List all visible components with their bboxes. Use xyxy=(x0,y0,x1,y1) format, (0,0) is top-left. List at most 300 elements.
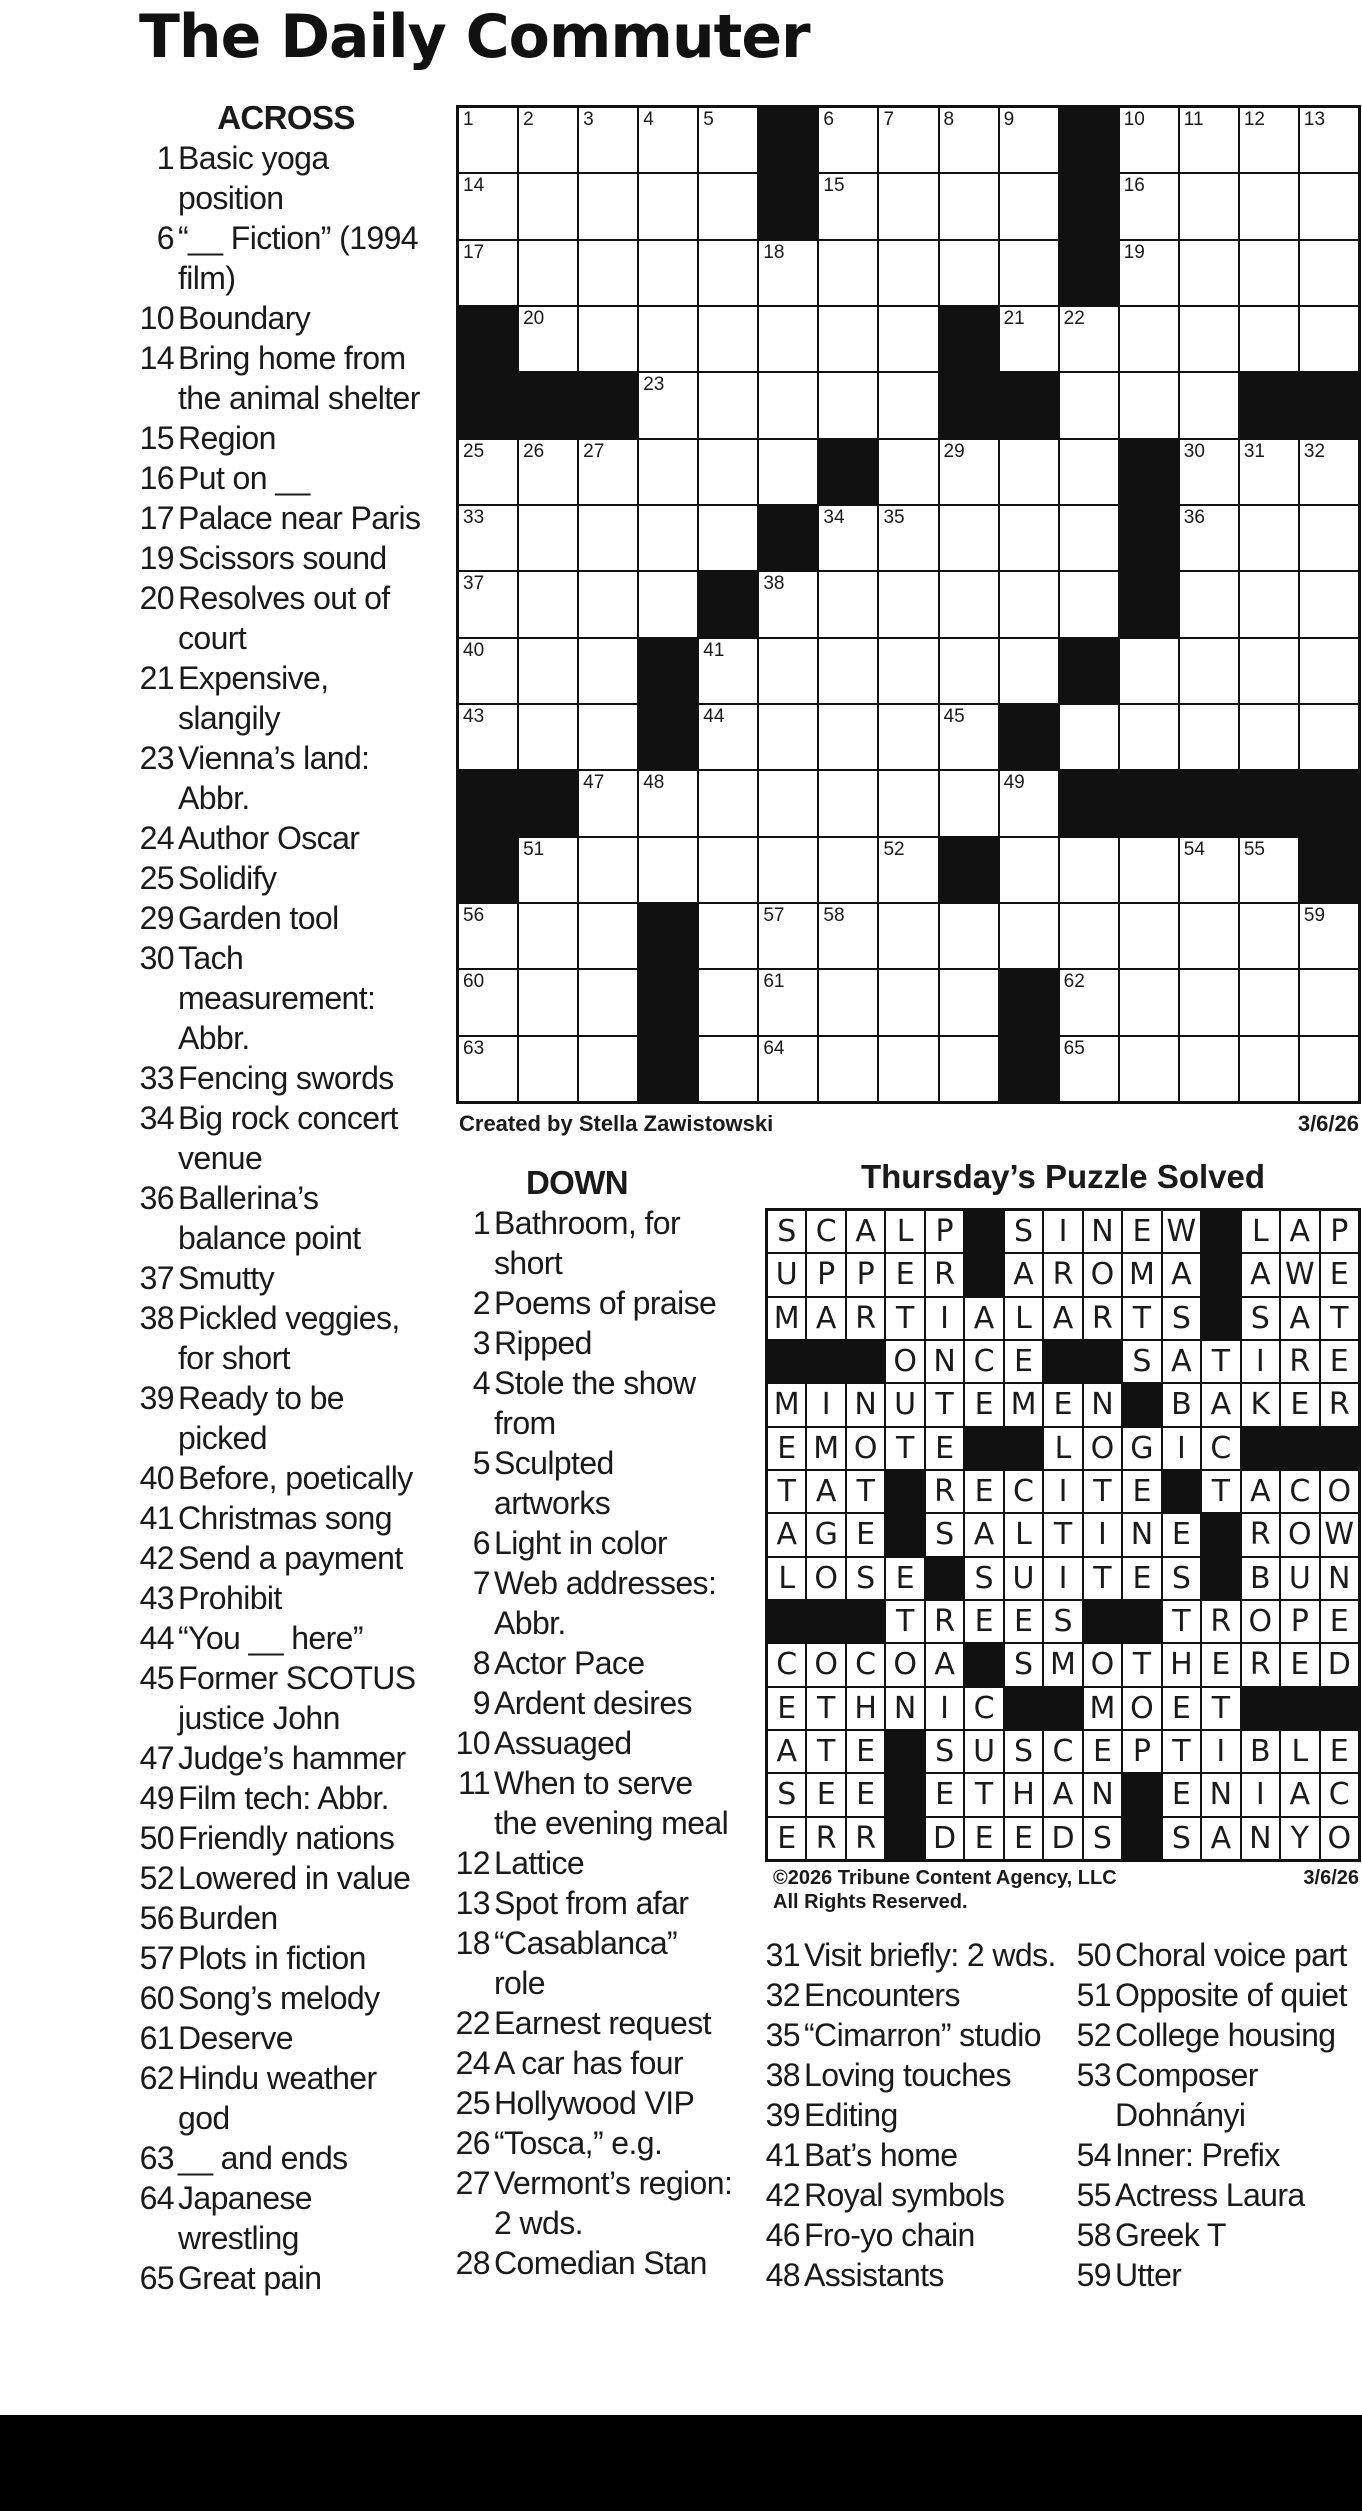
clue-line xyxy=(136,1218,436,1258)
clue-line xyxy=(136,218,436,258)
grid-cell[interactable] xyxy=(1240,174,1298,238)
grid-cell[interactable] xyxy=(1300,572,1358,636)
black-square xyxy=(699,572,757,636)
clue-number: 62 xyxy=(139,2060,174,2096)
solution-letter: I xyxy=(1084,1514,1121,1555)
grid-cell[interactable] xyxy=(940,241,998,305)
solution-letter: B xyxy=(1242,1731,1279,1772)
cell-number: 3 xyxy=(583,109,594,130)
clue-text: Palace near Paris xyxy=(178,500,421,536)
clue-text: Web addresses: xyxy=(494,1565,717,1601)
solution-letter: O xyxy=(886,1644,923,1685)
clue-number: 1 xyxy=(156,140,174,176)
grid-cell[interactable] xyxy=(1060,506,1118,570)
grid-cell[interactable] xyxy=(1000,108,1058,172)
solution-letter: S xyxy=(1163,1298,1200,1339)
grid-cell[interactable] xyxy=(519,904,577,968)
grid-cell[interactable] xyxy=(759,904,817,968)
solution-black-square xyxy=(965,1254,1002,1295)
grid-cell[interactable] xyxy=(819,373,877,437)
grid-cell[interactable] xyxy=(759,639,817,703)
grid-cell[interactable] xyxy=(1240,1037,1298,1101)
grid-cell[interactable] xyxy=(1060,373,1118,437)
grid-cell[interactable] xyxy=(1240,639,1298,703)
grid-cell[interactable] xyxy=(759,970,817,1034)
grid-cell[interactable] xyxy=(579,771,637,835)
grid-cell[interactable] xyxy=(459,108,517,172)
clue-text: Friendly nations xyxy=(178,1820,395,1856)
clue-number: 10 xyxy=(139,300,174,336)
solution-letter: C xyxy=(807,1211,844,1252)
grid-cell[interactable] xyxy=(1240,970,1298,1034)
grid-cell[interactable] xyxy=(579,174,637,238)
grid-cell[interactable] xyxy=(759,838,817,902)
grid-cell[interactable] xyxy=(819,572,877,636)
clue-line xyxy=(136,1178,436,1218)
grid-cell[interactable] xyxy=(579,838,637,902)
grid-cell[interactable] xyxy=(459,506,517,570)
grid-cell[interactable] xyxy=(819,307,877,371)
grid-cell[interactable] xyxy=(1240,241,1298,305)
solution-letter: M xyxy=(807,1428,844,1469)
solution-black-square xyxy=(1084,1601,1121,1642)
grid-cell[interactable] xyxy=(1300,506,1358,570)
grid-cell[interactable] xyxy=(1000,506,1058,570)
grid-cell[interactable] xyxy=(1120,838,1178,902)
grid-cell[interactable] xyxy=(879,572,937,636)
solution-letter: R xyxy=(1281,1341,1318,1382)
grid-cell[interactable] xyxy=(699,440,757,504)
grid-cell[interactable] xyxy=(759,440,817,504)
grid-cell[interactable] xyxy=(1240,108,1298,172)
clue-number: 15 xyxy=(139,420,174,456)
solution-letter: S xyxy=(1163,1558,1200,1599)
grid-cell[interactable] xyxy=(879,241,937,305)
grid-cell[interactable] xyxy=(639,771,697,835)
clue-text: Before, poetically xyxy=(178,1460,413,1496)
solution-black-square xyxy=(1123,1601,1160,1642)
clue-number: 11 xyxy=(457,1765,490,1801)
grid-cell[interactable] xyxy=(879,771,937,835)
grid-cell[interactable] xyxy=(519,307,577,371)
solution-letter: E xyxy=(1005,1818,1042,1859)
grid-cell[interactable] xyxy=(1060,705,1118,769)
grid-cell[interactable] xyxy=(459,639,517,703)
grid-cell[interactable] xyxy=(819,705,877,769)
grid-cell[interactable] xyxy=(1300,970,1358,1034)
grid-cell[interactable] xyxy=(759,1037,817,1101)
grid-cell[interactable] xyxy=(1000,904,1058,968)
grid-cell[interactable] xyxy=(1120,904,1178,968)
grid-cell[interactable] xyxy=(1180,307,1238,371)
clue-number: 50 xyxy=(1076,1937,1111,1973)
grid-cell[interactable] xyxy=(940,639,998,703)
clue-text: Sculpted xyxy=(494,1445,614,1481)
grid-cell[interactable] xyxy=(1180,904,1238,968)
grid-cell[interactable] xyxy=(1300,108,1358,172)
grid-cell[interactable] xyxy=(1060,572,1118,636)
grid-cell[interactable] xyxy=(699,241,757,305)
grid-cell[interactable] xyxy=(1240,838,1298,902)
clue-line xyxy=(1073,2175,1362,2215)
black-square xyxy=(1180,771,1238,835)
clue-text: Abbr. xyxy=(178,1020,250,1056)
grid-cell[interactable] xyxy=(459,241,517,305)
grid-cell[interactable] xyxy=(459,174,517,238)
clue-line xyxy=(136,2098,436,2138)
solution-letter: S xyxy=(1084,1818,1121,1859)
grid-cell[interactable] xyxy=(1180,705,1238,769)
grid-cell[interactable] xyxy=(639,838,697,902)
cell-number: 22 xyxy=(1063,308,1085,329)
grid-cell[interactable] xyxy=(1240,506,1298,570)
grid-cell[interactable] xyxy=(699,904,757,968)
grid-cell[interactable] xyxy=(1300,705,1358,769)
solution-letter: E xyxy=(886,1254,923,1295)
grid-cell[interactable] xyxy=(579,639,637,703)
grid-cell[interactable] xyxy=(940,771,998,835)
grid-cell[interactable] xyxy=(1300,174,1358,238)
grid-cell[interactable] xyxy=(639,572,697,636)
grid-cell[interactable] xyxy=(1180,174,1238,238)
grid-cell[interactable] xyxy=(819,108,877,172)
solution-letter: R xyxy=(926,1254,963,1295)
solution-letter: M xyxy=(768,1384,805,1425)
grid-cell[interactable] xyxy=(759,705,817,769)
grid-cell[interactable] xyxy=(639,108,697,172)
grid-cell[interactable] xyxy=(639,174,697,238)
clue-line xyxy=(762,2015,1062,2055)
clue-text: Resolves out of xyxy=(178,580,390,616)
grid-cell[interactable] xyxy=(1060,838,1118,902)
down-header: DOWN xyxy=(525,1164,629,1201)
grid-cell[interactable] xyxy=(879,174,937,238)
black-square xyxy=(759,174,817,238)
grid-cell[interactable] xyxy=(819,970,877,1034)
solution-letter: R xyxy=(926,1471,963,1512)
grid-cell[interactable] xyxy=(879,970,937,1034)
grid-cell[interactable] xyxy=(1000,241,1058,305)
cell-number: 38 xyxy=(763,573,785,595)
grid-cell[interactable] xyxy=(699,307,757,371)
grid-cell[interactable] xyxy=(879,440,937,504)
black-square xyxy=(639,970,697,1034)
grid-cell[interactable] xyxy=(459,904,517,968)
grid-cell[interactable] xyxy=(819,639,877,703)
grid-cell[interactable] xyxy=(1000,174,1058,238)
solution-letter: I xyxy=(926,1298,963,1339)
grid-cell[interactable] xyxy=(699,639,757,703)
grid-cell[interactable] xyxy=(579,307,637,371)
clue-text: Stole the show xyxy=(494,1365,696,1401)
black-square xyxy=(459,838,517,902)
clue-line xyxy=(136,1378,436,1418)
grid-cell[interactable] xyxy=(1000,639,1058,703)
black-square xyxy=(639,904,697,968)
clue-line xyxy=(136,698,436,738)
grid-cell[interactable] xyxy=(1060,307,1118,371)
clue-text: Author Oscar xyxy=(178,820,360,856)
clue-text: Hollywood VIP xyxy=(494,2085,695,2121)
clue-line xyxy=(452,1283,742,1323)
clue-line xyxy=(452,1963,742,2003)
clue-line xyxy=(136,338,436,378)
grid-cell[interactable] xyxy=(579,506,637,570)
grid-cell[interactable] xyxy=(1060,440,1118,504)
grid-cell[interactable] xyxy=(639,373,697,437)
grid-cell[interactable] xyxy=(459,572,517,636)
grid-cell[interactable] xyxy=(579,970,637,1034)
grid-cell[interactable] xyxy=(699,1037,757,1101)
grid-cell[interactable] xyxy=(879,108,937,172)
grid-cell[interactable] xyxy=(940,705,998,769)
solution-letter: A xyxy=(768,1731,805,1772)
grid-cell[interactable] xyxy=(940,572,998,636)
grid-cell[interactable] xyxy=(1000,572,1058,636)
across-clues xyxy=(136,98,436,2298)
black-square xyxy=(639,1037,697,1101)
puzzle-credit: Created by Stella Zawistowski xyxy=(459,1111,774,1136)
grid-cell[interactable] xyxy=(1180,440,1238,504)
grid-cell[interactable] xyxy=(940,108,998,172)
solution-letter: I xyxy=(1044,1558,1081,1599)
clue-text: Lowered in value xyxy=(178,1860,411,1896)
grid-cell[interactable] xyxy=(459,970,517,1034)
grid-cell[interactable] xyxy=(519,241,577,305)
grid-cell[interactable] xyxy=(1180,241,1238,305)
grid-cell[interactable] xyxy=(759,373,817,437)
solution-black-square xyxy=(1242,1688,1279,1729)
clue-text: Greek T xyxy=(1115,2217,1226,2253)
grid-cell[interactable] xyxy=(1180,572,1238,636)
grid-cell[interactable] xyxy=(519,572,577,636)
clue-text: Basic yoga xyxy=(178,140,329,176)
clue-text: the evening meal xyxy=(494,1805,729,1841)
grid-cell[interactable] xyxy=(519,705,577,769)
clue-text: Actor Pace xyxy=(494,1645,645,1681)
grid-cell[interactable] xyxy=(1300,1037,1358,1101)
solution-letter: A xyxy=(807,1471,844,1512)
grid-cell[interactable] xyxy=(879,307,937,371)
grid-cell[interactable] xyxy=(1060,1037,1118,1101)
grid-cell[interactable] xyxy=(1120,970,1178,1034)
grid-cell[interactable] xyxy=(879,639,937,703)
grid-cell[interactable] xyxy=(699,174,757,238)
grid-cell[interactable] xyxy=(1060,970,1118,1034)
grid-cell[interactable] xyxy=(699,771,757,835)
clue-text: Put on __ xyxy=(178,460,310,496)
grid-cell[interactable] xyxy=(519,1037,577,1101)
solution-black-square xyxy=(1321,1688,1358,1729)
black-square xyxy=(1120,440,1178,504)
grid-cell[interactable] xyxy=(459,440,517,504)
solution-letter: A xyxy=(1005,1254,1042,1295)
grid-cell[interactable] xyxy=(1120,373,1178,437)
solution-letter: M xyxy=(1005,1384,1042,1425)
grid-cell[interactable] xyxy=(699,970,757,1034)
grid-cell[interactable] xyxy=(519,506,577,570)
grid-cell[interactable] xyxy=(639,241,697,305)
solution-letter: A xyxy=(926,1644,963,1685)
cell-number: 18 xyxy=(763,241,785,263)
grid-cell[interactable] xyxy=(1300,307,1358,371)
solution-letter: H xyxy=(1005,1774,1042,1815)
grid-cell[interactable] xyxy=(639,440,697,504)
solution-letter: B xyxy=(1163,1384,1200,1425)
black-square xyxy=(940,307,998,371)
grid-cell[interactable] xyxy=(1180,639,1238,703)
solution-letter: A xyxy=(1163,1254,1200,1295)
grid-cell[interactable] xyxy=(759,241,817,305)
clue-text: Fencing swords xyxy=(178,1060,394,1096)
grid-cell[interactable] xyxy=(1120,1037,1178,1101)
grid-cell[interactable] xyxy=(879,506,937,570)
grid-cell[interactable] xyxy=(1000,307,1058,371)
grid-cell[interactable] xyxy=(579,241,637,305)
solution-letter: E xyxy=(1123,1211,1160,1252)
clue-line xyxy=(136,1658,436,1698)
grid-cell[interactable] xyxy=(519,440,577,504)
grid-cell[interactable] xyxy=(819,1037,877,1101)
clue-text: Fro-yo chain xyxy=(804,2217,975,2253)
grid-cell[interactable] xyxy=(519,108,577,172)
grid-cell[interactable] xyxy=(819,771,877,835)
grid-cell[interactable] xyxy=(639,307,697,371)
grid-cell[interactable] xyxy=(1240,705,1298,769)
solution-letter: T xyxy=(1163,1601,1200,1642)
grid-cell[interactable] xyxy=(819,506,877,570)
grid-cell[interactable] xyxy=(579,1037,637,1101)
grid-cell[interactable] xyxy=(819,838,877,902)
grid-cell[interactable] xyxy=(579,904,637,968)
grid-cell[interactable] xyxy=(1180,506,1238,570)
solution-letter: M xyxy=(1123,1254,1160,1295)
grid-cell[interactable] xyxy=(1000,771,1058,835)
grid-cell[interactable] xyxy=(759,572,817,636)
grid-cell[interactable] xyxy=(1120,639,1178,703)
grid-cell[interactable] xyxy=(879,838,937,902)
grid-cell[interactable] xyxy=(459,1037,517,1101)
grid-cell[interactable] xyxy=(519,639,577,703)
grid-cell[interactable] xyxy=(940,904,998,968)
grid-cell[interactable] xyxy=(519,838,577,902)
clue-text: Bat’s home xyxy=(804,2137,958,2173)
solution-letter: R xyxy=(1242,1644,1279,1685)
grid-cell[interactable] xyxy=(1180,1037,1238,1101)
cell-number: 20 xyxy=(523,308,545,329)
solution-letter: S xyxy=(926,1731,963,1772)
grid-cell[interactable] xyxy=(819,241,877,305)
grid-cell[interactable] xyxy=(459,705,517,769)
clue-line xyxy=(136,1578,436,1618)
grid-cell[interactable] xyxy=(1120,174,1178,238)
grid-cell[interactable] xyxy=(1120,241,1178,305)
solution-letter: N xyxy=(926,1341,963,1382)
solution-letter: A xyxy=(1202,1384,1239,1425)
grid-cell[interactable] xyxy=(1000,440,1058,504)
grid-cell[interactable] xyxy=(940,506,998,570)
grid-cell[interactable] xyxy=(1300,440,1358,504)
clue-line xyxy=(136,618,436,658)
grid-cell[interactable] xyxy=(519,174,577,238)
grid-cell[interactable] xyxy=(759,771,817,835)
grid-cell[interactable] xyxy=(879,1037,937,1101)
grid-cell[interactable] xyxy=(1240,904,1298,968)
down-clues-continued xyxy=(762,1935,1062,2295)
grid-cell[interactable] xyxy=(1120,705,1178,769)
clue-number: 22 xyxy=(455,2005,490,2041)
clue-number: 31 xyxy=(765,1937,800,1973)
grid-cell[interactable] xyxy=(1180,373,1238,437)
grid-cell[interactable] xyxy=(759,307,817,371)
clue-number: 21 xyxy=(139,660,174,696)
clue-text: role xyxy=(494,1965,545,2001)
grid-cell[interactable] xyxy=(699,108,757,172)
clue-line xyxy=(452,1403,742,1443)
grid-cell[interactable] xyxy=(940,1037,998,1101)
grid-cell[interactable] xyxy=(940,970,998,1034)
grid-cell[interactable] xyxy=(1000,838,1058,902)
grid-cell[interactable] xyxy=(940,440,998,504)
grid-cell[interactable] xyxy=(1060,904,1118,968)
clue-text: balance point xyxy=(178,1220,361,1256)
clue-text: Solidify xyxy=(178,860,277,896)
black-square xyxy=(940,373,998,437)
grid-cell[interactable] xyxy=(1120,108,1178,172)
solution-letter: N xyxy=(1084,1211,1121,1252)
grid-cell[interactable] xyxy=(699,705,757,769)
copyright-line: ©2026 Tribune Content Agency, LLC xyxy=(773,1867,1117,1889)
grid-cell[interactable] xyxy=(1300,639,1358,703)
clue-number: 1 xyxy=(472,1205,490,1241)
cell-number: 41 xyxy=(703,639,725,661)
grid-cell[interactable] xyxy=(1180,108,1238,172)
cell-number: 57 xyxy=(763,905,785,926)
clue-line xyxy=(452,2203,742,2243)
grid-cell[interactable] xyxy=(519,970,577,1034)
grid-cell[interactable] xyxy=(699,838,757,902)
solution-letter: P xyxy=(926,1211,963,1252)
grid-cell[interactable] xyxy=(1180,970,1238,1034)
clue-line xyxy=(136,2178,436,2218)
grid-cell[interactable] xyxy=(1180,838,1238,902)
grid-cell[interactable] xyxy=(1300,241,1358,305)
grid-cell[interactable] xyxy=(579,705,637,769)
grid-cell[interactable] xyxy=(1240,307,1298,371)
clue-line xyxy=(136,1058,436,1098)
grid-cell[interactable] xyxy=(879,904,937,968)
grid-cell[interactable] xyxy=(579,572,637,636)
grid-cell[interactable] xyxy=(879,705,937,769)
grid-cell[interactable] xyxy=(579,108,637,172)
grid-cell[interactable] xyxy=(579,440,637,504)
grid-cell[interactable] xyxy=(639,506,697,570)
grid-cell[interactable] xyxy=(1240,572,1298,636)
clue-line xyxy=(452,1323,742,1363)
grid-cell[interactable] xyxy=(1240,440,1298,504)
grid-cell[interactable] xyxy=(699,506,757,570)
grid-cell[interactable] xyxy=(879,373,937,437)
grid-cell[interactable] xyxy=(940,174,998,238)
clue-number: 48 xyxy=(765,2257,800,2293)
grid-cell[interactable] xyxy=(819,904,877,968)
grid-cell[interactable] xyxy=(819,174,877,238)
grid-cell[interactable] xyxy=(1300,904,1358,968)
grid-cell[interactable] xyxy=(699,373,757,437)
grid-cell[interactable] xyxy=(1120,307,1178,371)
clue-number: 40 xyxy=(139,1460,174,1496)
clue-number: 45 xyxy=(139,1660,174,1696)
